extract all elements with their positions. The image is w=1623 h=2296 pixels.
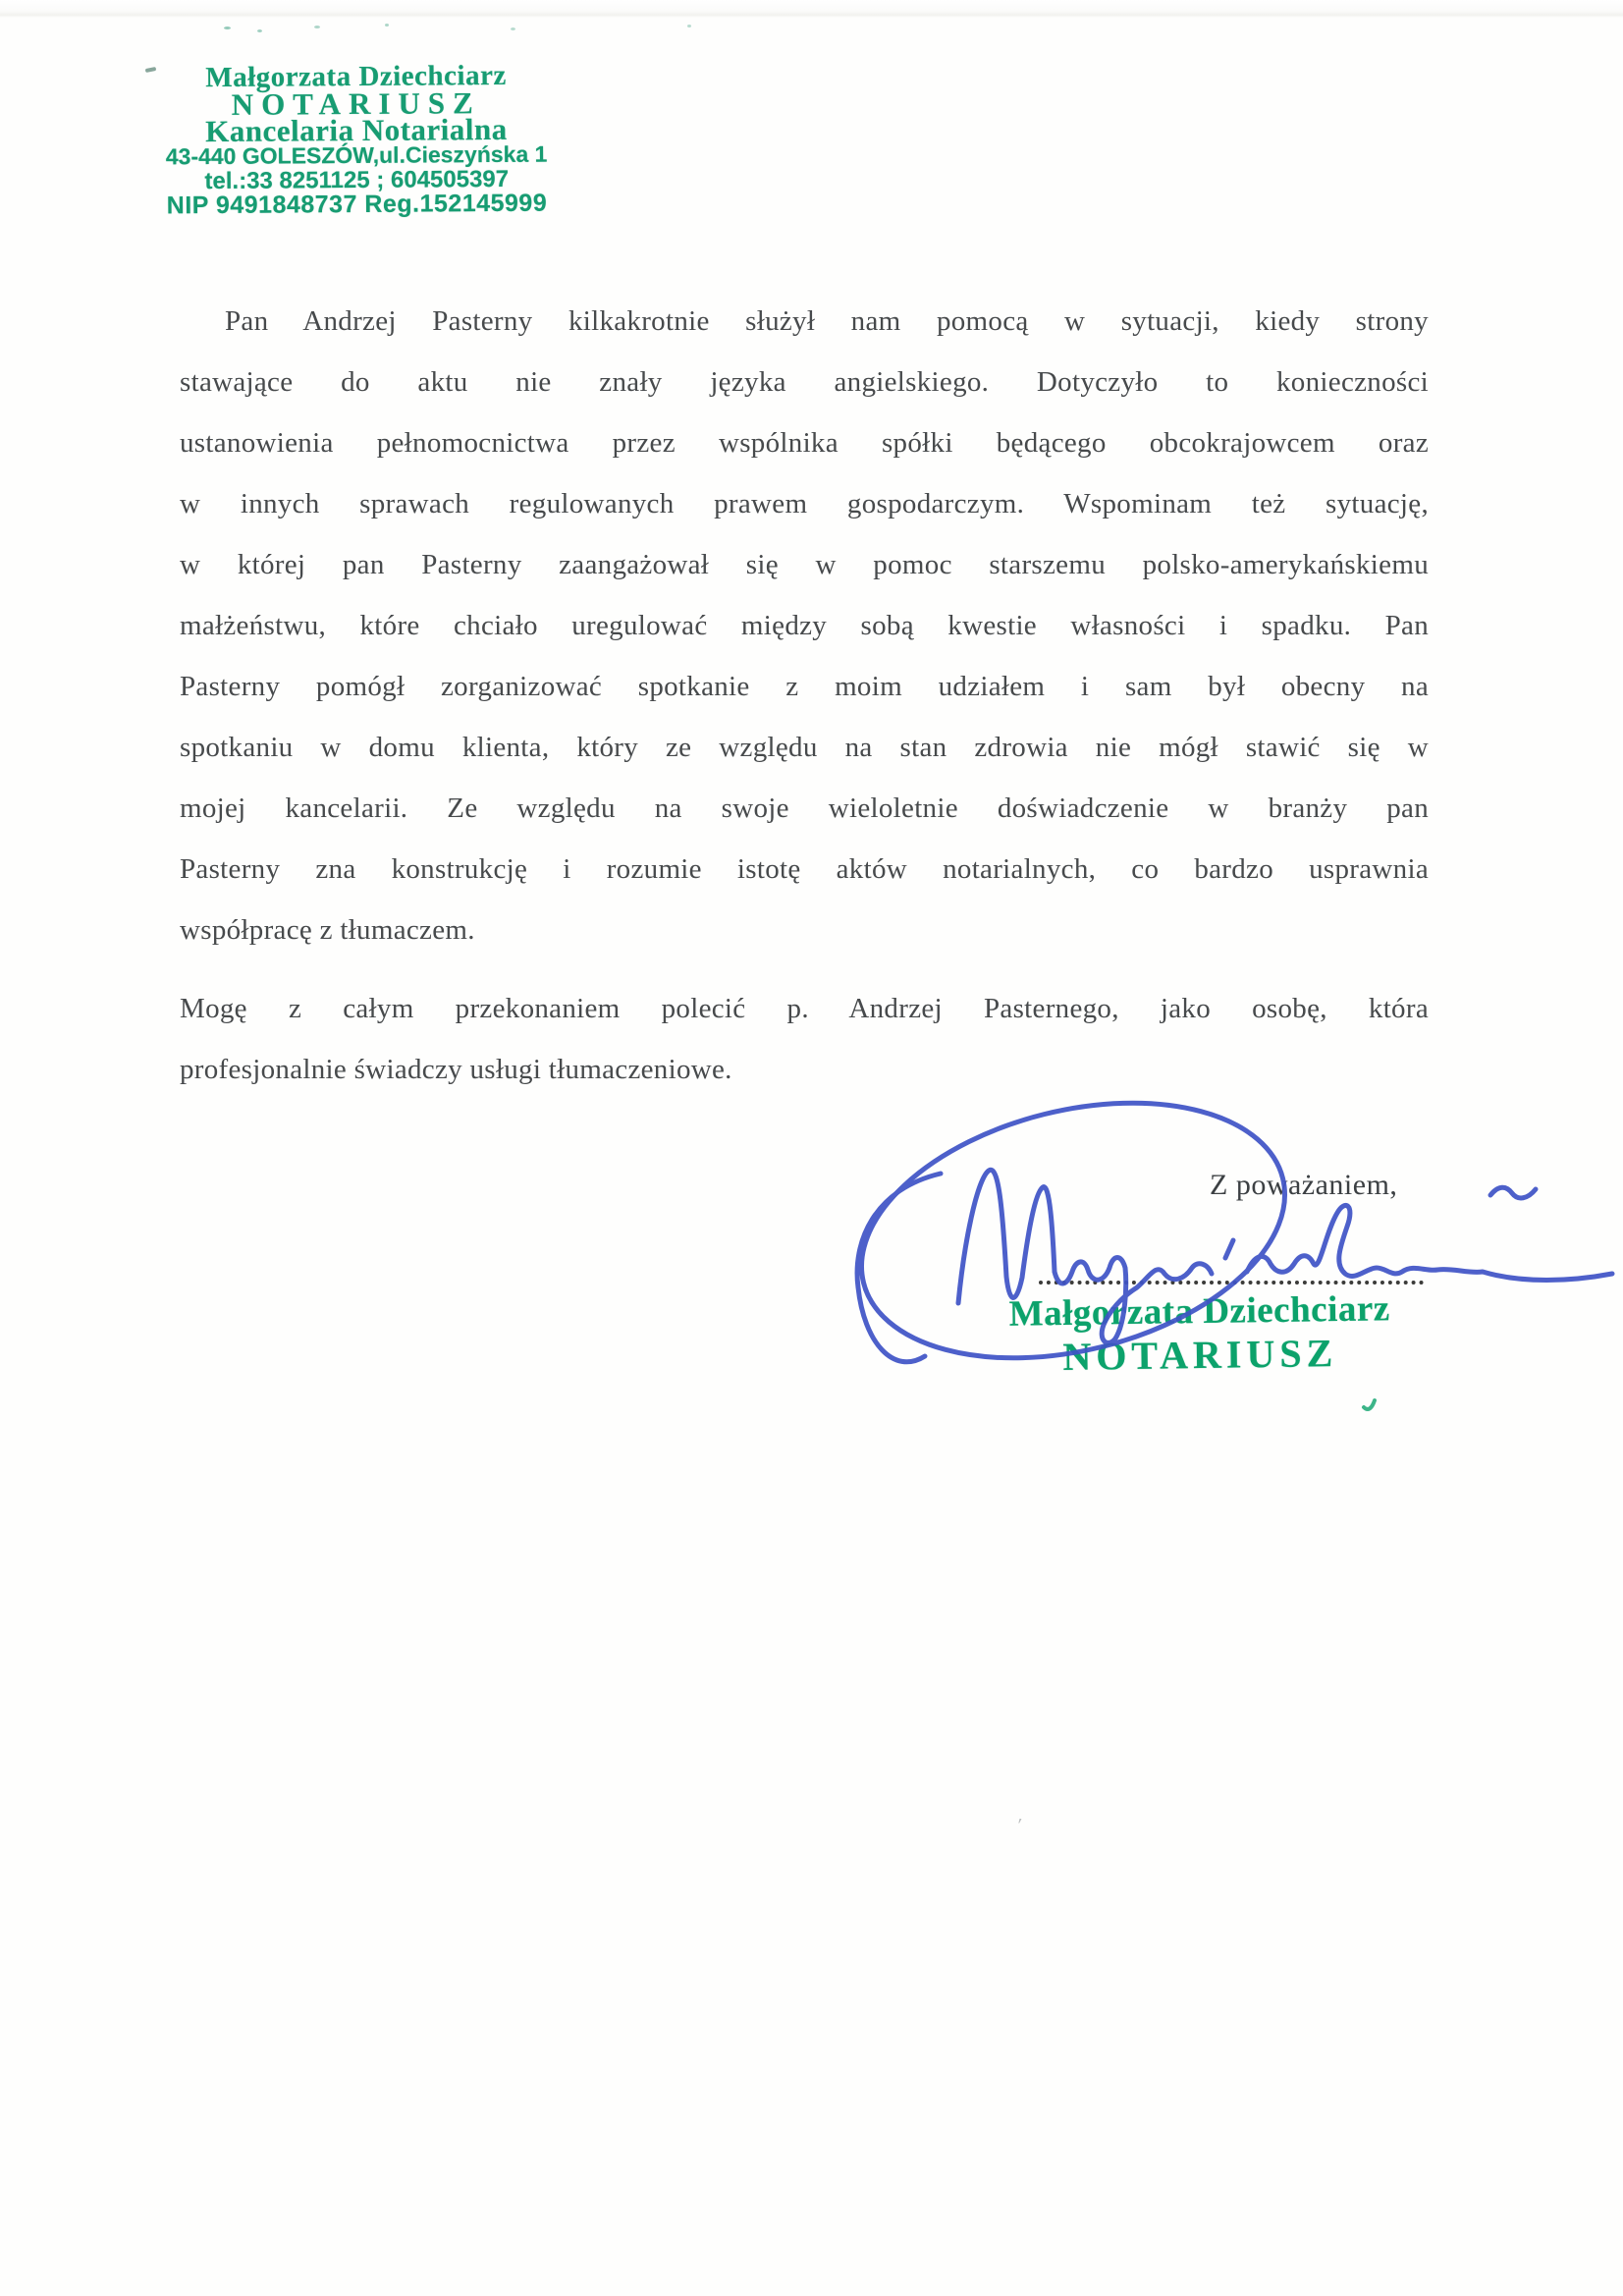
stamp-notary-title: NOTARIUSZ xyxy=(231,85,481,122)
scan-speckle xyxy=(224,27,231,29)
scan-speckle xyxy=(385,24,389,27)
body-text-line: Mogę z całym przekonaniem polecić p. Andrzej Pasternego, jako osobę, która xyxy=(180,993,1429,1024)
notary-header-stamp xyxy=(125,61,587,218)
body-text-line: Pan Andrzej Pasterny kilkakrotnie służył nam pomocą w sytuacji, kiedy strony xyxy=(225,305,1429,337)
handwritten-signature xyxy=(569,1095,1623,1434)
scan-speckle xyxy=(314,26,320,28)
closing-salutation: Z poważaniem, xyxy=(1210,1169,1398,1201)
body-text-line: małżeństwu, które chciało uregulować między sobą kwestie własności i spadku. Pan xyxy=(180,610,1429,641)
stamp-notary-name: Małgorzata Dziechciarz xyxy=(205,59,507,94)
body-text-line: ustanowienia pełnomocnictwa przez wspólnika spółki będącego obcokrajowcem oraz xyxy=(180,427,1429,459)
scan-edge-artifact xyxy=(0,0,1623,18)
scan-speckle: ′ xyxy=(1015,1814,1023,1837)
body-text-line: współpracę z tłumaczem. xyxy=(180,914,475,946)
body-text-line: w której pan Pasterny zaangażował się w pomoc starszemu polsko-amerykańskiemu xyxy=(180,549,1429,580)
footer-stamp-name: Małgorzata Dziechciarz xyxy=(1008,1288,1390,1335)
stamp-address: 43-440 GOLESZÓW,ul.Cieszyńska 1 xyxy=(165,140,548,170)
body-text-line: w innych sprawach regulowanych prawem gospodarczym. Wspominam też sytuację, xyxy=(180,488,1429,519)
scan-speckle xyxy=(257,29,262,32)
body-text-line: Pasterny pomógł zorganizować spotkanie z moim udziałem i sam był obecny na xyxy=(180,671,1429,702)
body-text-line: stawające do aktu nie znały języka angielskiego. Dotyczyło to konieczności xyxy=(180,366,1429,398)
scan-speckle xyxy=(511,27,515,30)
body-text-line: spotkaniu w domu klienta, który ze względu na stan zdrowia nie mógł stawić się w xyxy=(180,732,1429,763)
body-text-line: mojej kancelarii. Ze względu na swoje wieloletnie doświadczenie w branży pan xyxy=(180,793,1429,824)
stamp-registration: NIP 9491848737 Reg.152145999 xyxy=(166,189,548,220)
scan-speckle xyxy=(687,25,691,27)
body-text-line: profesjonalnie świadczy usługi tłumaczeniowe. xyxy=(180,1054,732,1085)
body-paragraph-2 xyxy=(180,978,1429,1100)
stamp-office-name: Kancelaria Notarialna xyxy=(205,111,508,149)
body-paragraph-1 xyxy=(180,291,1429,960)
stamp-phone: tel.:33 8251125 ; 604505397 xyxy=(204,165,510,195)
footer-stamp-title: NOTARIUSZ xyxy=(1062,1331,1338,1379)
body-text-line: Pasterny zna konstrukcję i rozumie istotę aktów notarialnych, co bardzo usprawnia xyxy=(180,853,1429,885)
